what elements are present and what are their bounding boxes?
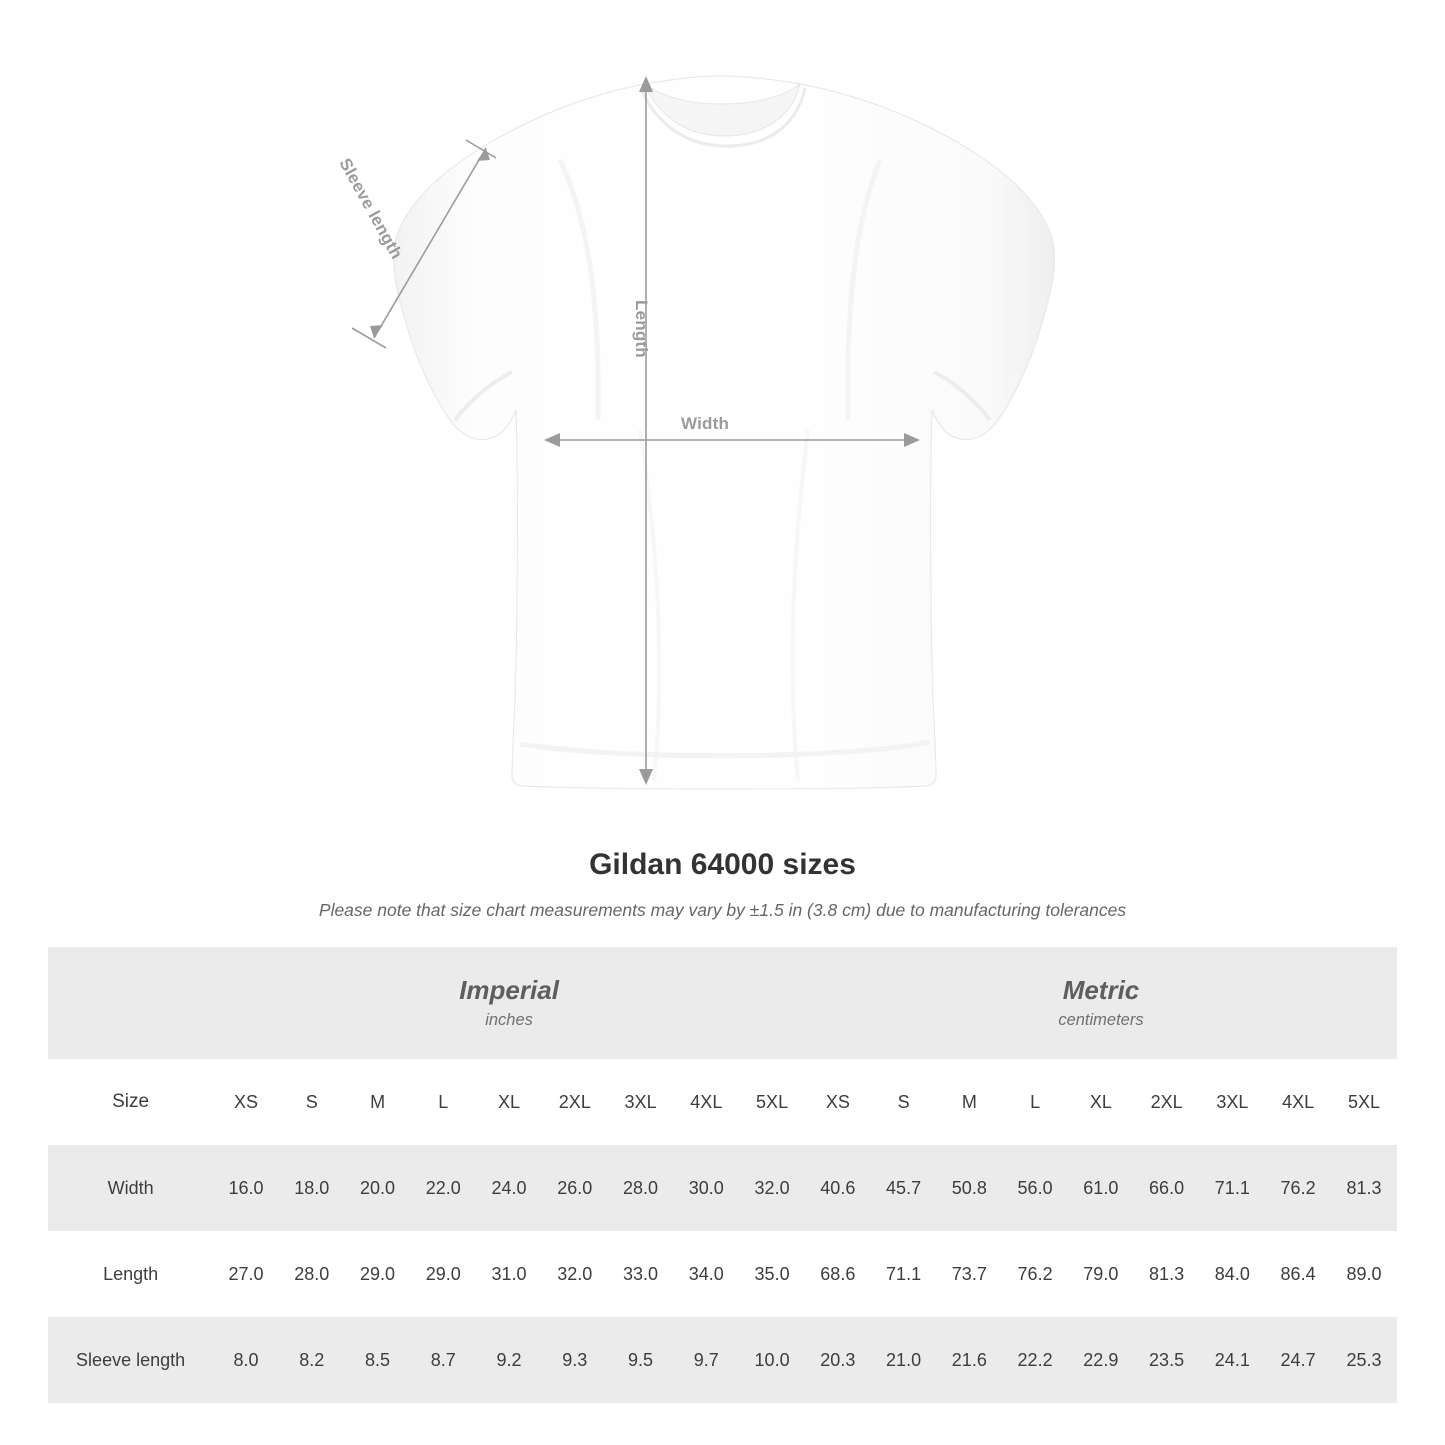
- cell-length-metric-3xl: 84.0: [1199, 1231, 1265, 1317]
- cell-sleeve-imperial-2xl: 9.3: [542, 1317, 608, 1403]
- size-header-imperial-4xl: 4XL: [673, 1059, 739, 1145]
- size-header-imperial-s: S: [279, 1059, 345, 1145]
- size-header-imperial-xs: XS: [213, 1059, 279, 1145]
- cell-sleeve-metric-2xl: 23.5: [1134, 1317, 1200, 1403]
- cell-width-metric-xl: 61.0: [1068, 1145, 1134, 1231]
- size-header-imperial-l: L: [410, 1059, 476, 1145]
- size-header-metric-s: S: [871, 1059, 937, 1145]
- size-header-imperial-m: M: [345, 1059, 411, 1145]
- cell-sleeve-metric-l: 22.2: [1002, 1317, 1068, 1403]
- cell-sleeve-imperial-m: 8.5: [345, 1317, 411, 1403]
- unit-group-metric-name: Metric: [1062, 974, 1140, 1005]
- unit-group-imperial-sub: inches: [485, 1011, 533, 1030]
- size-chart-table-wrap: [48, 947, 1397, 1403]
- cell-width-imperial-3xl: 28.0: [608, 1145, 674, 1231]
- cell-length-imperial-5xl: 35.0: [739, 1231, 805, 1317]
- size-header-metric-3xl: 3XL: [1199, 1059, 1265, 1145]
- cell-sleeve-imperial-s: 8.2: [279, 1317, 345, 1403]
- cell-sleeve-imperial-5xl: 10.0: [739, 1317, 805, 1403]
- unit-group-imperial: [213, 947, 805, 1059]
- size-header-imperial-xl: XL: [476, 1059, 542, 1145]
- cell-length-metric-m: 73.7: [936, 1231, 1002, 1317]
- cell-sleeve-metric-xs: 20.3: [805, 1317, 871, 1403]
- cell-sleeve-metric-xl: 22.9: [1068, 1317, 1134, 1403]
- cell-width-imperial-xs: 16.0: [213, 1145, 279, 1231]
- size-header-metric-5xl: 5XL: [1331, 1059, 1397, 1145]
- sleeve-length-label: Sleeve length: [335, 155, 407, 263]
- length-label: Length: [632, 300, 651, 358]
- cell-sleeve-imperial-4xl: 9.7: [673, 1317, 739, 1403]
- cell-sleeve-metric-5xl: 25.3: [1331, 1317, 1397, 1403]
- cell-sleeve-imperial-xl: 9.2: [476, 1317, 542, 1403]
- cell-width-metric-l: 56.0: [1002, 1145, 1068, 1231]
- row-label-width: Width: [48, 1145, 213, 1231]
- size-header-imperial-3xl: 3XL: [608, 1059, 674, 1145]
- size-header-imperial-2xl: 2XL: [542, 1059, 608, 1145]
- cell-sleeve-imperial-3xl: 9.5: [608, 1317, 674, 1403]
- cell-sleeve-metric-m: 21.6: [936, 1317, 1002, 1403]
- cell-sleeve-metric-3xl: 24.1: [1199, 1317, 1265, 1403]
- cell-length-imperial-2xl: 32.0: [542, 1231, 608, 1317]
- size-header-metric-m: M: [936, 1059, 1002, 1145]
- cell-width-imperial-4xl: 30.0: [673, 1145, 739, 1231]
- cell-length-imperial-4xl: 34.0: [673, 1231, 739, 1317]
- cell-length-metric-5xl: 89.0: [1331, 1231, 1397, 1317]
- size-header-metric-4xl: 4XL: [1265, 1059, 1331, 1145]
- cell-width-metric-m: 50.8: [936, 1145, 1002, 1231]
- size-header-label: Size: [48, 1059, 213, 1145]
- cell-width-imperial-2xl: 26.0: [542, 1145, 608, 1231]
- table-row: [48, 1231, 1397, 1317]
- cell-length-metric-s: 71.1: [871, 1231, 937, 1317]
- cell-length-imperial-l: 29.0: [410, 1231, 476, 1317]
- cell-sleeve-metric-s: 21.0: [871, 1317, 937, 1403]
- size-chart-table: [48, 947, 1397, 1403]
- cell-width-metric-s: 45.7: [871, 1145, 937, 1231]
- size-header-metric-xs: XS: [805, 1059, 871, 1145]
- cell-width-imperial-l: 22.0: [410, 1145, 476, 1231]
- cell-length-imperial-s: 28.0: [279, 1231, 345, 1317]
- unit-header-row: [48, 947, 1397, 1059]
- cell-length-metric-xl: 79.0: [1068, 1231, 1134, 1317]
- cell-length-metric-4xl: 86.4: [1265, 1231, 1331, 1317]
- cell-width-metric-5xl: 81.3: [1331, 1145, 1397, 1231]
- cell-sleeve-imperial-xs: 8.0: [213, 1317, 279, 1403]
- size-header-metric-xl: XL: [1068, 1059, 1134, 1145]
- unit-header-spacer: [48, 947, 213, 1059]
- cell-width-metric-4xl: 76.2: [1265, 1145, 1331, 1231]
- cell-length-metric-l: 76.2: [1002, 1231, 1068, 1317]
- unit-group-metric: [805, 947, 1397, 1059]
- tolerance-note: Please note that size chart measurements may vary by ±1.5 in (3.8 cm) due to manufacturing tolerances: [318, 900, 1127, 920]
- cell-width-imperial-xl: 24.0: [476, 1145, 542, 1231]
- cell-length-imperial-3xl: 33.0: [608, 1231, 674, 1317]
- cell-length-metric-xs: 68.6: [805, 1231, 871, 1317]
- cell-width-imperial-5xl: 32.0: [739, 1145, 805, 1231]
- cell-sleeve-metric-4xl: 24.7: [1265, 1317, 1331, 1403]
- unit-group-imperial-name: Imperial: [459, 974, 559, 1005]
- page-title: Gildan 64000 sizes: [589, 848, 856, 881]
- cell-width-metric-3xl: 71.1: [1199, 1145, 1265, 1231]
- width-label: Width: [681, 414, 730, 433]
- cell-length-imperial-m: 29.0: [345, 1231, 411, 1317]
- cell-length-imperial-xs: 27.0: [213, 1231, 279, 1317]
- cell-sleeve-imperial-l: 8.7: [410, 1317, 476, 1403]
- cell-length-imperial-xl: 31.0: [476, 1231, 542, 1317]
- row-label-length: Length: [48, 1231, 213, 1317]
- cell-width-metric-2xl: 66.0: [1134, 1145, 1200, 1231]
- unit-group-metric-sub: centimeters: [1058, 1011, 1144, 1030]
- size-header-metric-2xl: 2XL: [1134, 1059, 1200, 1145]
- cell-width-metric-xs: 40.6: [805, 1145, 871, 1231]
- cell-width-imperial-m: 20.0: [345, 1145, 411, 1231]
- table-row: [48, 1317, 1397, 1403]
- cell-width-imperial-s: 18.0: [279, 1145, 345, 1231]
- size-header-row: [48, 1059, 1397, 1145]
- row-label-sleeve-length: Sleeve length: [48, 1317, 213, 1403]
- cell-length-metric-2xl: 81.3: [1134, 1231, 1200, 1317]
- size-header-metric-l: L: [1002, 1059, 1068, 1145]
- table-row: [48, 1145, 1397, 1231]
- size-header-imperial-5xl: 5XL: [739, 1059, 805, 1145]
